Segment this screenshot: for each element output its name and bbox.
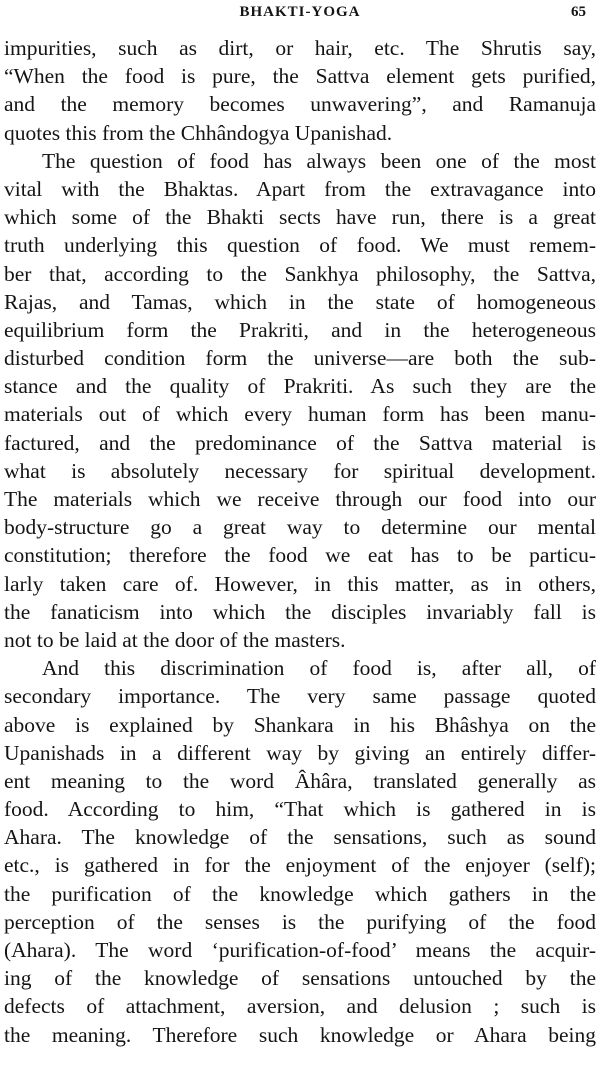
paragraph-2 (4, 147, 596, 654)
text-line: defects of attachment, aversion, and delusion ; such is (4, 994, 596, 1019)
text-line: impurities, such as dirt, or hair, etc. The Shrutis say, (4, 36, 596, 60)
text-line: disturbed condition form the universe—are both the sub- (4, 346, 596, 371)
text-line: the fanaticism into which the disciples invariably fall is (4, 599, 596, 624)
text-line: etc., is gathered in for the enjoyment of the enjoyer (self); (4, 853, 596, 878)
paragraph-1 (4, 34, 596, 147)
text-line: larly taken care of. However, in this matter, as in others, (4, 571, 596, 596)
text-line: Upanishads in a different way by giving an entirely differ- (4, 740, 596, 765)
text-line: constitution; therefore the food we eat has to be particu- (4, 543, 596, 568)
text-line: the meaning. Therefore such knowledge or Ahara being (4, 1022, 596, 1047)
text-line: materials out of which every human form has been manu- (4, 402, 596, 427)
text-line: quotes this from the Chhândogya Upanishad. (4, 120, 393, 145)
running-title: BHAKTI-YOGA (239, 4, 361, 20)
text-line: Ahara. The knowledge of the sensations, such as sound (4, 825, 596, 850)
body-text (4, 34, 596, 1049)
text-line: body-structure go a great way to determine our mental (4, 515, 596, 540)
text-line: “When the food is pure, the Sattva element gets purified, (4, 64, 596, 89)
text-line: perception of the senses is the purifying of the food (4, 909, 596, 934)
text-line: ing of the knowledge of sensations untouched by the (4, 966, 596, 991)
text-line: and the memory becomes unwavering”, and Ramanuja (4, 92, 596, 117)
text-line: ent meaning to the word Âhâra, translated generally as (4, 768, 596, 793)
text-line: And this discrimination of food is, after all, of (42, 656, 596, 681)
text-line: Rajas, and Tamas, which in the state of homogeneous (4, 289, 596, 314)
page-number: 65 (571, 4, 586, 20)
text-line: The materials which we receive through our food into our (4, 487, 596, 511)
text-line: truth underlying this question of food. We must remem- (4, 233, 596, 258)
text-line: secondary importance. The very same passage quoted (4, 684, 596, 709)
text-line: The question of food has always been one of the most (42, 148, 596, 173)
text-line: vital with the Bhaktas. Apart from the extravagance into (4, 176, 596, 201)
text-line: above is explained by Shankara in his Bhâshya on the (4, 712, 596, 737)
text-line: factured, and the predominance of the Sattva material is (4, 430, 596, 455)
text-line: food. According to him, “That which is gathered in is (4, 797, 596, 822)
text-line: ber that, according to the Sankhya philosophy, the Sattva, (4, 261, 596, 286)
running-header (0, 4, 600, 26)
text-line: what is absolutely necessary for spiritual development. (4, 458, 596, 483)
text-line: (Ahara). The word ‘purification-of-food’ means the acquir- (4, 938, 596, 962)
text-line: not to be laid at the door of the masters. (4, 627, 346, 652)
text-line: equilibrium form the Prakriti, and in the heterogeneous (4, 317, 596, 342)
paragraph-3 (4, 654, 596, 1049)
text-line: which some of the Bhakti sects have run, there is a great (4, 205, 596, 230)
text-line: stance and the quality of Prakriti. As such they are the (4, 374, 596, 399)
text-line: the purification of the knowledge which gathers in the (4, 881, 596, 906)
